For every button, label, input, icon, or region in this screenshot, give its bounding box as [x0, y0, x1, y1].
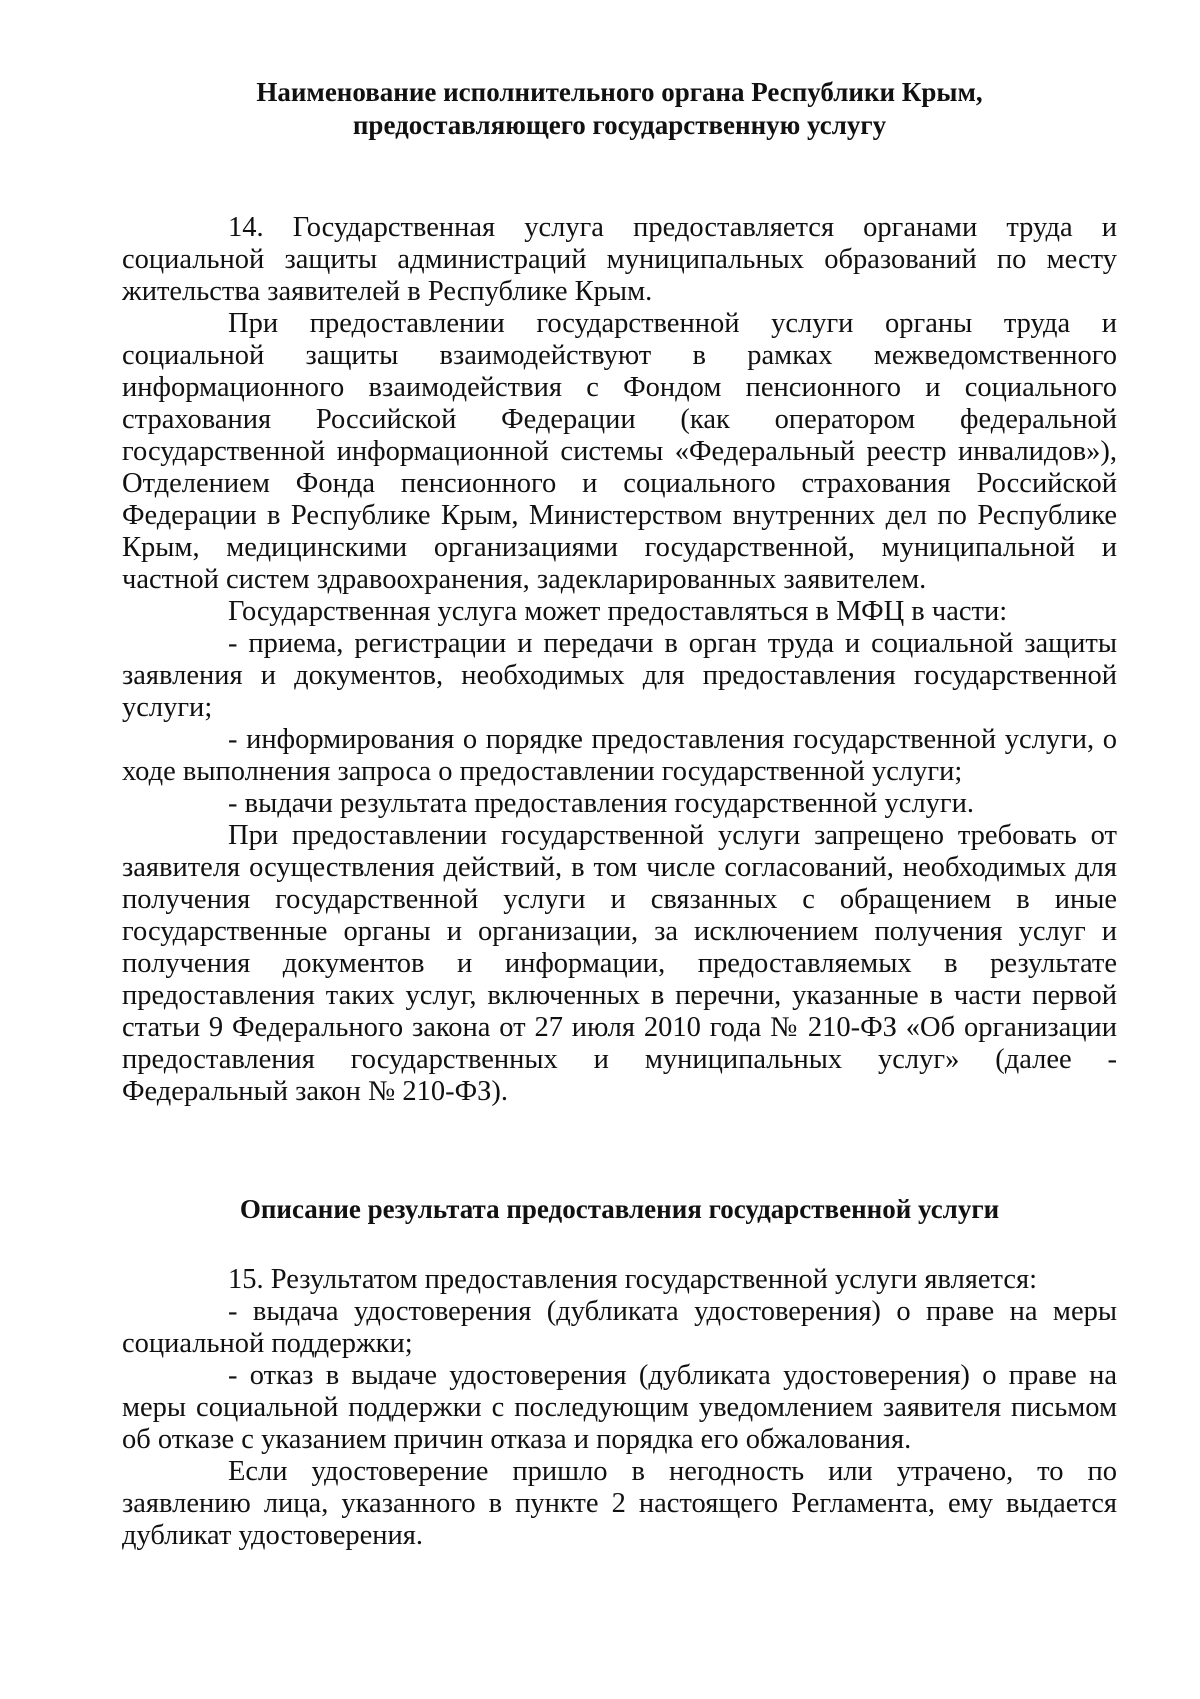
- list-item-informing: - информирования о порядке предоставления государственной услуги, о ходе выполнения запроса о предоставлении государственной услуги;: [122, 724, 1117, 787]
- list-item-issuance: - выдачи результата предоставления государственной услуги.: [228, 788, 974, 819]
- section-authority-body: [122, 212, 1117, 1108]
- paragraph-interaction: При предоставлении государственной услуги органы труда и социальной защиты взаимодействуют в рамках межведомственного информационного взаимодействия с Фондом пенсионного и социального страхования Российской Федерации (как оператором федеральной государственной информационной системы «Федеральный реестр инвалидов»), Отделением Фонда пенсионного и социального страхования Российской Федерации в Республике Крым, Министерством внутренних дел по Республике Крым, медицинскими организациями государственной, муниципальной и частной систем здравоохранения, задекларированных заявителем.: [122, 308, 1117, 595]
- section-result-body: [122, 1264, 1117, 1552]
- heading-line: предоставляющего государственную услугу: [352, 110, 887, 140]
- list-item-certificate-issuance: - выдача удостоверения (дубликата удостоверения) о праве на меры социальной поддержки;: [122, 1296, 1117, 1359]
- paragraph-duplicate: Если удостоверение пришло в негодность или утрачено, то по заявлению лица, указанного в пункте 2 настоящего Регламента, ему выдается дубликат удостоверения.: [122, 1456, 1117, 1551]
- document-page: [122, 70, 1117, 1552]
- section-heading-authority: [122, 76, 1117, 142]
- paragraph-15: 15. Результатом предоставления государственной услуги является:: [228, 1264, 1038, 1295]
- heading-line: Наименование исполнительного органа Республики Крым,: [256, 77, 983, 107]
- list-item-reception: - приема, регистрации и передачи в орган труда и социальной защиты заявления и документов, необходимых для предоставления государственной услуги;: [122, 628, 1117, 723]
- section-heading-result: Описание результата предоставления государственной услуги: [239, 1194, 1000, 1224]
- paragraph-prohibition: При предоставлении государственной услуги запрещено требовать от заявителя осуществления действий, в том числе согласований, необходимых для получения государственной услуги и связанных с обращением в иные государственные органы и организации, за исключением получения услуг и получения документов и информации, предоставляемых в результате предоставления таких услуг, включенных в перечни, указанные в части первой статьи 9 Федерального закона от 27 июля 2010 года № 210-ФЗ «Об организации предоставления государственных и муниципальных услуг» (далее - Федеральный закон № 210-ФЗ).: [122, 820, 1117, 1107]
- paragraph-mfc: Государственная услуга может предоставляться в МФЦ в части:: [228, 596, 1008, 627]
- paragraph-14: 14. Государственная услуга предоставляется органами труда и социальной защиты администраций муниципальных образований по месту жительства заявителей в Республике Крым.: [122, 212, 1117, 307]
- list-item-refusal: - отказ в выдаче удостоверения (дубликата удостоверения) о праве на меры социальной поддержки с последующим уведомлением заявителя письмом об отказе с указанием причин отказа и порядка его обжалования.: [122, 1360, 1117, 1455]
